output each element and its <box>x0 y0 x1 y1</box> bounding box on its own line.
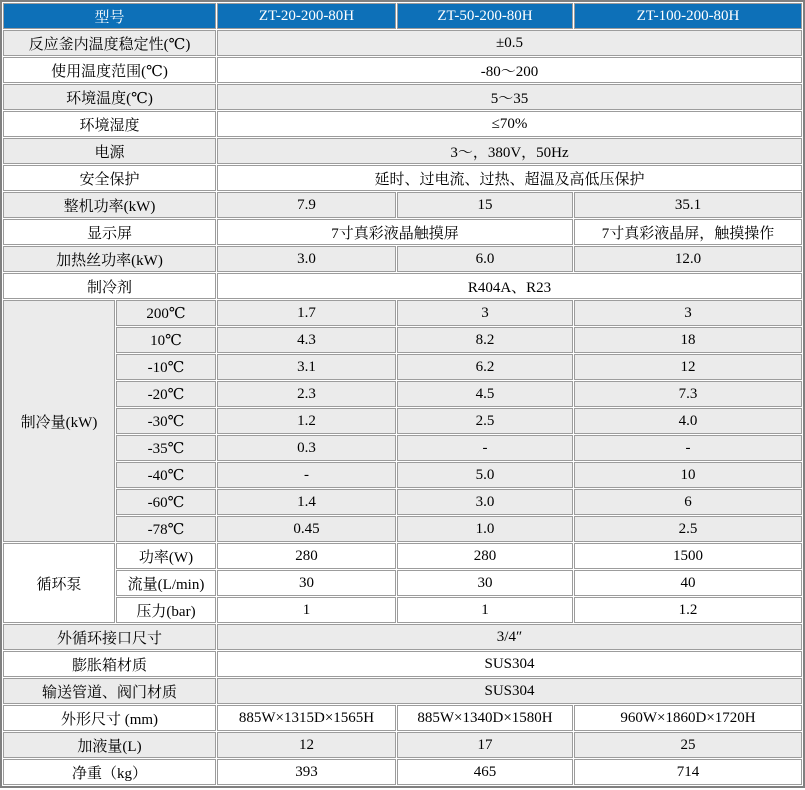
spec-value: 3.1 <box>217 354 396 380</box>
table-row <box>3 597 802 623</box>
spec-value: 6.0 <box>397 246 573 272</box>
spec-value: 2.3 <box>217 381 396 407</box>
spec-value: 3 <box>397 300 573 326</box>
spec-sublabel: 功率(W) <box>116 543 216 569</box>
spec-value: 7.3 <box>574 381 802 407</box>
spec-value: 1.2 <box>574 597 802 623</box>
spec-value: 1 <box>397 597 573 623</box>
spec-label: 安全保护 <box>3 165 216 191</box>
spec-value: 6.2 <box>397 354 573 380</box>
spec-value: 6 <box>574 489 802 515</box>
spec-value: 960W×1860D×1720H <box>574 705 802 731</box>
table-row <box>3 435 802 461</box>
spec-value: 4.0 <box>574 408 802 434</box>
table-row <box>3 354 802 380</box>
spec-value: 7.9 <box>217 192 396 218</box>
table-header-row <box>3 3 802 29</box>
table-row <box>3 246 802 272</box>
spec-sublabel: 10℃ <box>116 327 216 353</box>
spec-value: 1 <box>217 597 396 623</box>
spec-label: 加热丝功率(kW) <box>3 246 216 272</box>
spec-label: 使用温度范围(℃) <box>3 57 216 83</box>
model-column-header: ZT-20-200-80H <box>217 3 396 29</box>
spec-value: 35.1 <box>574 192 802 218</box>
table-row <box>3 570 802 596</box>
table-row <box>3 705 802 731</box>
spec-value: - <box>574 435 802 461</box>
spec-value: 延时、过电流、过热、超温及高低压保护 <box>217 165 802 191</box>
table-row <box>3 651 802 677</box>
model-column-header: ZT-100-200-80H <box>574 3 802 29</box>
spec-sublabel: 200℃ <box>116 300 216 326</box>
spec-sublabel: -20℃ <box>116 381 216 407</box>
spec-label: 显示屏 <box>3 219 216 245</box>
spec-label: 环境温度(℃) <box>3 84 216 110</box>
spec-value: SUS304 <box>217 678 802 704</box>
spec-value: 885W×1315D×1565H <box>217 705 396 731</box>
spec-label: 膨胀箱材质 <box>3 651 216 677</box>
spec-value: 5～35 <box>217 84 802 110</box>
spec-value: 2.5 <box>397 408 573 434</box>
spec-value: ≤70% <box>217 111 802 137</box>
spec-value: - <box>397 435 573 461</box>
spec-value: 1.0 <box>397 516 573 542</box>
spec-value: 8.2 <box>397 327 573 353</box>
spec-value: 12.0 <box>574 246 802 272</box>
spec-label: 电源 <box>3 138 216 164</box>
spec-value: - <box>217 462 396 488</box>
spec-value: ±0.5 <box>217 30 802 56</box>
spec-sublabel: -10℃ <box>116 354 216 380</box>
table-row <box>3 759 802 785</box>
table-row <box>3 84 802 110</box>
table-row <box>3 273 802 299</box>
spec-value: 0.3 <box>217 435 396 461</box>
table-row <box>3 408 802 434</box>
spec-value: 3.0 <box>397 489 573 515</box>
table-row <box>3 732 802 758</box>
spec-value: 3/4″ <box>217 624 802 650</box>
table-row <box>3 678 802 704</box>
spec-value: 18 <box>574 327 802 353</box>
spec-value: 4.5 <box>397 381 573 407</box>
spec-value: SUS304 <box>217 651 802 677</box>
spec-value: 280 <box>397 543 573 569</box>
spec-value: -80～200 <box>217 57 802 83</box>
spec-value: 2.5 <box>574 516 802 542</box>
table-row <box>3 516 802 542</box>
spec-value: R404A、R23 <box>217 273 802 299</box>
table-row <box>3 219 802 245</box>
spec-sublabel: -30℃ <box>116 408 216 434</box>
spec-value: 5.0 <box>397 462 573 488</box>
spec-value: 0.45 <box>217 516 396 542</box>
spec-sublabel: 流量(L/min) <box>116 570 216 596</box>
spec-label: 反应釜内温度稳定性(℃) <box>3 30 216 56</box>
spec-value: 1.4 <box>217 489 396 515</box>
table-row <box>3 462 802 488</box>
spec-value: 1.7 <box>217 300 396 326</box>
spec-sublabel: 压力(bar) <box>116 597 216 623</box>
table-row <box>3 327 802 353</box>
spec-sublabel: -35℃ <box>116 435 216 461</box>
spec-value: 3.0 <box>217 246 396 272</box>
spec-group-label: 循环泵 <box>3 543 115 623</box>
model-row-label: 型号 <box>3 3 216 29</box>
spec-label: 整机功率(kW) <box>3 192 216 218</box>
spec-value: 7寸真彩液晶屏，触摸操作 <box>574 219 802 245</box>
table-row <box>3 300 802 326</box>
spec-value: 40 <box>574 570 802 596</box>
spec-value: 465 <box>397 759 573 785</box>
spec-value: 12 <box>217 732 396 758</box>
spec-value: 3 <box>574 300 802 326</box>
spec-value: 885W×1340D×1580H <box>397 705 573 731</box>
spec-group-label: 制冷量(kW) <box>3 300 115 542</box>
spec-sublabel: -40℃ <box>116 462 216 488</box>
spec-value: 714 <box>574 759 802 785</box>
table-row <box>3 543 802 569</box>
table-row <box>3 57 802 83</box>
spec-label: 加液量(L) <box>3 732 216 758</box>
spec-value: 30 <box>397 570 573 596</box>
spec-value: 3～，380V，50Hz <box>217 138 802 164</box>
spec-label: 制冷剂 <box>3 273 216 299</box>
table-row <box>3 192 802 218</box>
table-row <box>3 30 802 56</box>
spec-label: 净重（kg） <box>3 759 216 785</box>
spec-value: 393 <box>217 759 396 785</box>
table-row <box>3 111 802 137</box>
table-row <box>3 138 802 164</box>
spec-value: 12 <box>574 354 802 380</box>
model-column-header: ZT-50-200-80H <box>397 3 573 29</box>
spec-label: 外形尺寸 (mm) <box>3 705 216 731</box>
table-row <box>3 381 802 407</box>
spec-value: 1.2 <box>217 408 396 434</box>
spec-value: 25 <box>574 732 802 758</box>
spec-value: 15 <box>397 192 573 218</box>
spec-label: 环境湿度 <box>3 111 216 137</box>
spec-value: 30 <box>217 570 396 596</box>
spec-value: 7寸真彩液晶触摸屏 <box>217 219 573 245</box>
spec-value: 10 <box>574 462 802 488</box>
spec-value: 280 <box>217 543 396 569</box>
spec-value: 4.3 <box>217 327 396 353</box>
spec-sublabel: -60℃ <box>116 489 216 515</box>
table-row <box>3 489 802 515</box>
table-row <box>3 165 802 191</box>
spec-sublabel: -78℃ <box>116 516 216 542</box>
table-row <box>3 624 802 650</box>
spec-label: 外循环接口尺寸 <box>3 624 216 650</box>
spec-value: 1500 <box>574 543 802 569</box>
spec-value: 17 <box>397 732 573 758</box>
spec-label: 输送管道、阀门材质 <box>3 678 216 704</box>
